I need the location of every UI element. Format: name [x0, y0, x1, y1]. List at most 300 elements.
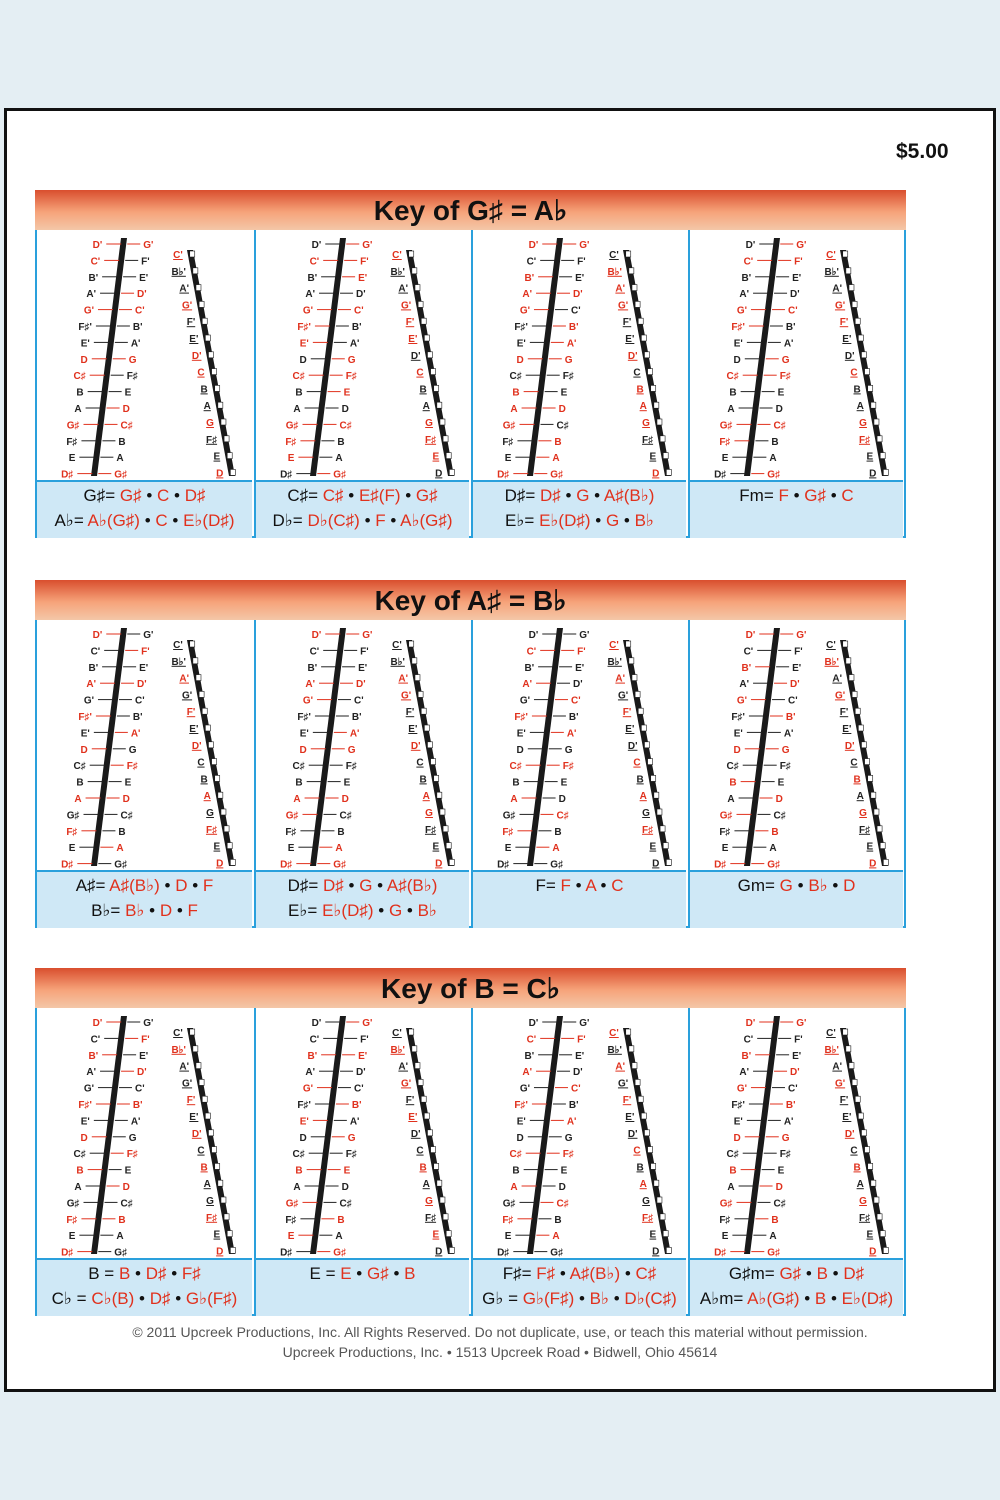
harp-peg	[215, 775, 220, 781]
string-label: G	[347, 744, 356, 756]
string-label: E	[560, 777, 568, 789]
chord-box	[473, 870, 686, 928]
string-label: A	[552, 843, 560, 855]
string-label: A	[769, 1231, 777, 1243]
string-label: G	[781, 744, 790, 756]
chord-segment: •	[390, 511, 401, 530]
string-label: E'	[80, 728, 90, 740]
harp-peg	[877, 436, 882, 442]
string-label: D	[341, 1182, 349, 1193]
harp-peg	[227, 453, 232, 459]
string-label: A'	[522, 289, 533, 301]
chord-segment: D♯	[540, 486, 566, 505]
string-label: E	[287, 843, 295, 855]
string-label: A	[856, 401, 864, 413]
string-label: A'	[522, 1067, 533, 1079]
string-label: C'	[743, 1034, 754, 1046]
string-label: A	[293, 1182, 301, 1193]
string-label: A'	[832, 673, 842, 685]
string-label: G	[425, 418, 433, 429]
string-label: F♯	[345, 761, 357, 773]
harp-peg	[657, 419, 662, 425]
string-label: B	[76, 777, 84, 789]
string-label: C♯	[120, 1198, 133, 1210]
string-label: D	[216, 1246, 224, 1258]
chord-segment: •	[393, 1264, 405, 1283]
string-label: E'	[408, 334, 418, 345]
string-label: D'	[844, 1128, 855, 1140]
string-label: F'	[794, 646, 803, 658]
string-label: A'	[179, 1061, 189, 1073]
string-label: G	[206, 808, 214, 819]
chord-segment: D	[175, 876, 193, 895]
chord-segment: C♯	[635, 1264, 657, 1283]
string-label: G'	[302, 1083, 313, 1095]
string-label: B♭'	[171, 1044, 186, 1056]
chord-segment: •	[135, 1264, 146, 1283]
string-label: F♯	[126, 1149, 138, 1161]
string-label: E	[124, 1165, 132, 1177]
string-label: F♯	[858, 824, 871, 836]
string-label: A	[510, 794, 518, 805]
string-label: F'	[186, 1095, 196, 1107]
string-label: D	[122, 1182, 130, 1193]
harp-peg	[190, 251, 195, 257]
string-label: E	[504, 1231, 512, 1243]
harp-peg	[648, 759, 653, 765]
harp-peg	[868, 775, 873, 781]
string-label: C'	[609, 250, 619, 261]
string-label: G'	[362, 1018, 373, 1029]
chord-segment: •	[348, 876, 360, 895]
harp-peg	[861, 352, 866, 358]
string-label: B	[636, 384, 644, 396]
string-label: E'	[80, 338, 90, 350]
string-label: F♯	[285, 1214, 297, 1226]
string-label: G'	[617, 690, 629, 702]
string-label: F'	[622, 317, 632, 329]
string-label: F♯'	[78, 1100, 92, 1111]
string-label: F♯	[126, 371, 138, 383]
string-label: E	[866, 451, 874, 463]
string-label: B'	[132, 1100, 143, 1111]
harp-panel	[688, 230, 903, 536]
string-label: E	[777, 777, 785, 789]
harp-peg	[880, 843, 885, 849]
string-label: C'	[90, 256, 101, 268]
string-label: D	[435, 858, 443, 870]
string-label: D	[652, 858, 660, 870]
harp-peg	[865, 759, 870, 765]
string-label: E	[213, 451, 221, 463]
string-label: D'	[356, 289, 366, 301]
chord-segment: A♯(B♭)	[386, 876, 438, 895]
string-label: D	[775, 794, 783, 805]
string-label: F♯	[779, 371, 791, 383]
string-label: C'	[309, 256, 320, 268]
harp-peg	[412, 1046, 417, 1052]
string-label: E	[68, 1231, 76, 1243]
string-label: A	[335, 1231, 343, 1243]
string-label: G♯	[114, 469, 128, 480]
chord-segment: C	[157, 486, 175, 505]
string-label: E'	[358, 272, 368, 284]
string-label: G'	[736, 695, 747, 707]
string-label: A	[856, 1179, 864, 1191]
string-label: E	[866, 1229, 874, 1241]
string-label: C'	[309, 1034, 320, 1046]
chord-segment: G	[388, 901, 407, 920]
harp-peg	[449, 469, 454, 475]
string-label: F♯	[66, 436, 78, 448]
harp-peg	[641, 335, 646, 341]
string-label: E'	[625, 724, 635, 735]
harp-peg	[412, 268, 417, 274]
string-label: E	[721, 1231, 729, 1243]
string-label: C'	[392, 250, 402, 261]
string-label: B	[512, 1165, 520, 1177]
string-label: G'	[362, 240, 373, 251]
string-label: A	[639, 791, 647, 803]
string-label: E'	[792, 272, 802, 284]
string-label: D	[869, 468, 877, 480]
string-label: E'	[842, 334, 852, 345]
string-label: D♯	[61, 1247, 74, 1258]
string-label: C♯	[556, 1198, 569, 1210]
harp-peg	[415, 675, 420, 681]
string-label: A	[74, 1182, 82, 1193]
harp-peg	[196, 675, 201, 681]
string-label: A	[335, 453, 343, 465]
chord-line	[37, 511, 252, 531]
chord-segment: G	[605, 511, 624, 530]
string-label: C♯	[773, 810, 786, 822]
string-label: F'	[360, 256, 369, 268]
section-header	[35, 968, 906, 1008]
chord-segment: D♯	[145, 1264, 172, 1283]
string-label: A'	[739, 289, 750, 301]
string-label: A	[727, 794, 735, 805]
string-label: G♯	[719, 420, 733, 432]
string-label: G	[642, 1196, 650, 1207]
string-label: C	[197, 1145, 205, 1157]
string-label: A'	[615, 1061, 625, 1073]
string-label: A'	[86, 289, 97, 301]
chord-segment: A♭=	[54, 511, 88, 530]
string-label: B	[295, 777, 303, 789]
string-label: A	[727, 1182, 735, 1193]
string-label: F♯	[126, 761, 138, 773]
string-label: G'	[400, 1078, 412, 1090]
string-label: B♭'	[824, 266, 839, 278]
harp-panel	[471, 1008, 686, 1314]
string-label: B	[636, 1162, 644, 1174]
chord-segment: •	[378, 901, 389, 920]
string-label: E'	[733, 1116, 743, 1128]
string-label: C'	[353, 1083, 364, 1095]
string-label: A'	[349, 338, 360, 350]
string-label: G♯	[114, 1247, 128, 1258]
chord-segment: B♭	[634, 511, 654, 530]
string-label: A	[727, 404, 735, 415]
harp-panel	[37, 620, 252, 926]
string-label: A	[639, 401, 647, 413]
string-label: B'	[785, 322, 796, 333]
chord-segment: •	[575, 876, 586, 895]
harp-peg	[883, 859, 888, 865]
string-label: B	[729, 777, 737, 789]
chord-segment: D♯=	[504, 486, 540, 505]
chord-segment: D	[843, 876, 856, 895]
chord-segment: •	[805, 1264, 817, 1283]
string-label: A	[335, 843, 343, 855]
chord-segment: •	[832, 1264, 844, 1283]
string-label: F'	[141, 256, 150, 268]
harp-peg	[227, 1231, 232, 1237]
string-label: C'	[609, 1028, 619, 1039]
harp-panel	[254, 1008, 469, 1314]
string-label: E'	[516, 728, 526, 740]
string-label: B	[419, 774, 427, 786]
string-label: D'	[311, 240, 322, 251]
harp-peg	[641, 1113, 646, 1119]
string-label: C'	[609, 640, 619, 651]
string-label: A	[74, 404, 82, 415]
string-label: F♯	[66, 1214, 78, 1226]
section-title: Key of B = C♭	[381, 973, 560, 1004]
string-label: A'	[615, 673, 625, 685]
chord-segment: B♭	[589, 1289, 614, 1308]
string-label: C'	[826, 640, 836, 651]
string-label: C	[416, 1145, 424, 1157]
string-label: A	[203, 401, 211, 413]
harp-peg	[409, 641, 414, 647]
string-label: A	[510, 404, 518, 415]
string-label: C	[850, 1145, 858, 1157]
harp-panel	[37, 230, 252, 536]
harp-diagram	[256, 1008, 471, 1258]
string-label: D'	[627, 350, 638, 362]
chord-box	[256, 870, 469, 928]
string-label: F'	[839, 707, 849, 719]
harp-peg	[626, 251, 631, 257]
string-label: G'	[617, 1078, 629, 1090]
string-label: E'	[733, 728, 743, 740]
string-label: E	[504, 843, 512, 855]
string-label: D	[299, 744, 307, 756]
chord-segment: C♯	[322, 486, 349, 505]
harp-peg	[446, 1231, 451, 1237]
string-label: G♯	[285, 1198, 299, 1210]
string-label: G'	[181, 1078, 193, 1090]
harp-peg	[193, 268, 198, 274]
chord-segment: •	[594, 486, 604, 505]
string-label: D	[516, 1132, 524, 1144]
chord-line	[690, 486, 903, 506]
string-label: F♯	[285, 436, 297, 448]
chord-segment: G♯	[366, 1264, 394, 1283]
harp-peg	[418, 301, 423, 307]
string-label: B'	[307, 662, 318, 674]
string-label: C	[850, 757, 858, 769]
string-label: C	[633, 757, 641, 769]
string-label: A	[422, 791, 430, 803]
string-label: D'	[790, 1067, 800, 1079]
chord-segment: C	[841, 486, 854, 505]
harp-peg	[431, 1147, 436, 1153]
harp-peg	[446, 843, 451, 849]
chord-segment: D♭=	[272, 511, 308, 530]
string-label: C♯	[292, 371, 305, 383]
string-label: C♯	[509, 761, 522, 773]
string-label: G♯	[333, 469, 347, 480]
string-label: C♯	[120, 420, 133, 432]
chord-segment: •	[804, 1289, 815, 1308]
string-label: D	[122, 404, 130, 415]
string-label: D'	[311, 630, 322, 641]
string-label: C	[633, 367, 641, 379]
string-label: B	[729, 387, 737, 399]
string-label: D'	[627, 740, 638, 752]
string-label: D'	[627, 1128, 638, 1140]
string-label: E'	[408, 724, 418, 735]
chord-box	[690, 1258, 903, 1316]
chord-segment: D	[159, 901, 177, 920]
string-label: F♯	[285, 826, 297, 838]
chord-segment: G	[779, 876, 798, 895]
harp-peg	[855, 318, 860, 324]
string-label: E'	[733, 338, 743, 350]
harp-peg	[431, 369, 436, 375]
string-label: G	[128, 1132, 137, 1144]
chord-segment: G♯	[119, 486, 147, 505]
chord-segment: •	[348, 486, 359, 505]
string-label: B'	[741, 1050, 752, 1062]
string-label: G♯	[333, 1247, 347, 1258]
string-label: G'	[579, 240, 590, 251]
harp-peg	[880, 1231, 885, 1237]
string-label: D	[341, 794, 349, 805]
chord-segment: •	[595, 511, 606, 530]
string-label: E'	[299, 338, 309, 350]
string-label: A'	[739, 1067, 750, 1079]
chord-line	[473, 511, 686, 531]
chord-line	[473, 876, 686, 896]
string-label: C♯	[339, 810, 352, 822]
string-label: D'	[92, 1018, 103, 1029]
harp-diagram	[473, 620, 688, 870]
harp-peg	[437, 402, 442, 408]
string-label: F♯	[424, 434, 437, 446]
string-label: F♯	[562, 371, 574, 383]
string-label: B♭'	[171, 266, 186, 278]
harp-peg	[638, 318, 643, 324]
chord-segment: A♭(G♯)	[87, 511, 145, 530]
string-label: D	[558, 1182, 566, 1193]
string-label: C'	[526, 1034, 537, 1046]
footer	[0, 1322, 1000, 1362]
string-label: F'	[186, 317, 196, 329]
string-label: B'	[785, 1100, 796, 1111]
string-label: E'	[625, 334, 635, 345]
chord-segment: D♯	[323, 876, 349, 895]
string-label: E'	[575, 662, 585, 674]
chord-segment: •	[600, 876, 612, 895]
string-label: B'	[568, 322, 579, 333]
string-label: F♯	[719, 1214, 731, 1226]
chord-segment: F	[375, 511, 391, 530]
string-label: F'	[622, 707, 632, 719]
string-label: E	[432, 451, 440, 463]
string-label: F'	[839, 317, 849, 329]
string-label: F♯	[205, 434, 218, 446]
string-label: E	[213, 841, 221, 853]
harp-peg	[666, 859, 671, 865]
string-label: C'	[826, 250, 836, 261]
string-label: A'	[832, 1061, 842, 1073]
string-label: F♯	[66, 826, 78, 838]
chord-segment: C♭(B)	[91, 1289, 140, 1308]
string-label: G'	[181, 300, 193, 312]
chord-line	[690, 1289, 903, 1309]
string-label: B	[295, 387, 303, 399]
harp-peg	[415, 285, 420, 291]
harp-peg	[424, 335, 429, 341]
string-label: B	[118, 826, 126, 838]
string-label: G'	[400, 690, 412, 702]
harp-peg	[212, 1147, 217, 1153]
harp-peg	[858, 1113, 863, 1119]
harp-diagram	[37, 230, 252, 480]
chord-segment: F♯	[536, 1264, 560, 1283]
harp-peg	[434, 775, 439, 781]
harp-peg	[208, 1130, 213, 1136]
string-label: D♯	[280, 469, 293, 480]
harp-peg	[230, 1247, 235, 1253]
string-label: B	[554, 436, 562, 448]
string-label: D♯	[714, 859, 727, 870]
harp-peg	[440, 809, 445, 815]
string-label: C'	[134, 1083, 145, 1095]
string-label: G'	[143, 630, 154, 641]
harp-peg	[849, 1063, 854, 1069]
harp-peg	[638, 1096, 643, 1102]
string-label: D	[733, 744, 741, 756]
string-label: G'	[400, 300, 412, 312]
chord-segment: A♭(G♯)	[400, 511, 453, 530]
string-label: B♭'	[607, 1044, 622, 1056]
string-label: E'	[139, 1050, 149, 1062]
string-label: G'	[796, 630, 807, 641]
string-label: D'	[528, 630, 539, 641]
harp-peg	[843, 1029, 848, 1035]
harp-peg	[651, 1163, 656, 1169]
harp-peg	[205, 725, 210, 731]
chord-segment: D♯	[184, 486, 206, 505]
harp-peg	[635, 1079, 640, 1085]
string-label: E	[343, 1165, 351, 1177]
harp-peg	[424, 725, 429, 731]
string-label: B	[200, 384, 208, 396]
string-label: B	[729, 1165, 737, 1177]
string-label: C'	[570, 695, 581, 707]
string-label: D♯	[61, 859, 74, 870]
string-label: F♯	[205, 1212, 218, 1224]
chord-segment: •	[830, 486, 842, 505]
harp-peg	[224, 826, 229, 832]
string-label: E	[649, 841, 657, 853]
string-label: A	[116, 1231, 124, 1243]
